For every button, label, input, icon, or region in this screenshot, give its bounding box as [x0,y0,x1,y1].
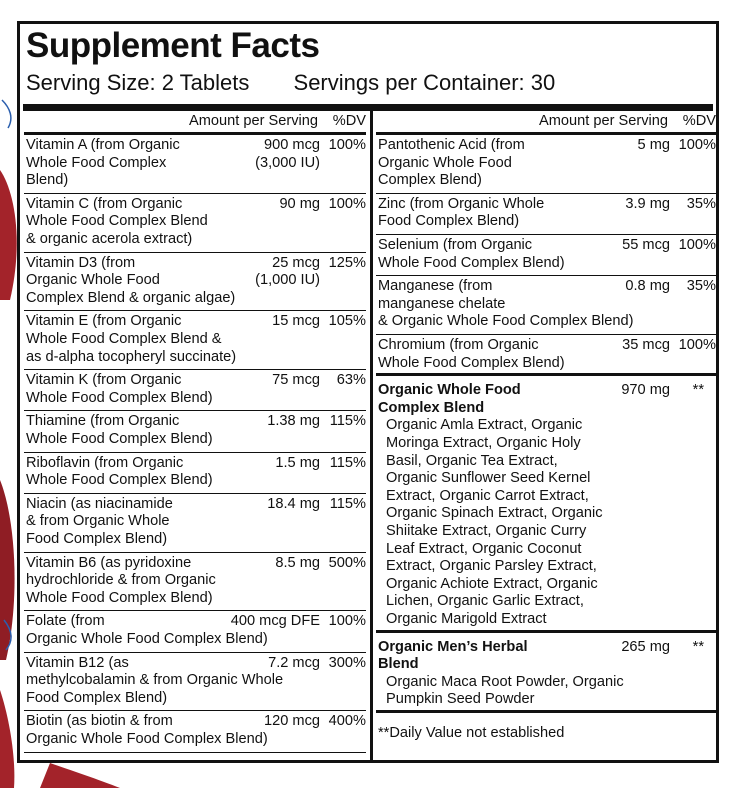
nutrient-amount-line: 400 mcg DFE [230,613,320,630]
nutrient-name-line: & Organic Whole Food Complex Blend) [378,313,634,330]
nutrient-amount [231,613,320,631]
nutrient-name-line: Whole Food Complex Blend & [26,330,222,347]
nutrient-row [24,311,366,370]
left-nutrient-list [24,135,366,753]
nutrient-amount [275,455,320,473]
nutrient-name [26,413,213,448]
nutrient-name-line: Organic Whole Food [26,272,160,289]
nutrient-name-line: Selenium (from Organic [378,236,533,253]
nutrient-amount-line: (1,000 IU) [255,272,320,289]
nutrient-name-line: Folate (from [26,613,105,630]
proprietary-blends [376,376,716,713]
blue-leaf-stroke [2,100,11,128]
nutrient-name-line: Vitamin B6 (as pyridoxine [26,554,192,571]
blend-name-line: Blend [378,656,419,673]
red-petal-shape [0,170,17,300]
nutrient-amount-line: 25 mcg [272,254,320,271]
nutrient-amount-line: 8.5 mg [275,554,320,571]
right-column-header [376,111,716,135]
nutrient-name [378,137,525,190]
nutrient-name-line: manganese chelate [378,295,506,312]
right-nutrient-list [376,135,716,376]
nutrient-name [26,655,283,708]
nutrient-name [26,372,213,407]
nutrient-name-line: Whole Food Complex Blend) [26,589,213,606]
serving-size: Serving Size: 2 Tablets [26,70,250,95]
nutrient-name-line: Vitamin E (from Organic [26,313,182,330]
nutrient-amount [625,196,670,214]
nutrient-amount-line: 3.9 mg [625,195,670,212]
nutrient-name [378,237,565,272]
red-petal-shape [40,763,120,788]
nutrient-name-line: Pantothenic Acid (from [378,137,525,153]
nutrient-name-line: Blend) [26,172,69,189]
nutrient-amount-line: 1.5 mg [275,454,320,471]
nutrient-amount-line: 120 mcg [264,713,320,730]
nutrient-name-line: methylcobalamin & from Organic Whole [26,672,284,689]
nutrient-name [26,496,173,549]
dv-header: %DV [682,112,716,129]
blend-ingredient-line: Basil, Organic Tea Extract, [386,452,558,469]
nutrient-dv: 35% [686,278,716,295]
nutrient-amount [255,137,320,172]
nutrient-name-line: Organic Whole Food [378,154,512,171]
nutrient-amount-line: 35 mcg [622,336,670,353]
nutrient-amount [272,372,320,390]
nutrient-dv: 100% [678,137,716,153]
right-column [376,111,716,753]
nutrient-name-line: Biotin (as biotin & from [26,713,173,730]
nutrient-amount-line: 7.2 mcg [268,654,320,671]
nutrient-name-line: Whole Food Complex Blend) [26,389,213,406]
nutrient-dv: 500% [328,554,366,571]
nutrient-amount [268,655,320,673]
nutrient-name-line: Organic Whole Food Complex Blend) [26,730,268,747]
blend-ingredient-line: Organic Maca Root Powder, Organic [386,673,624,690]
nutrient-dv: 105% [328,313,366,330]
amount-per-serving-header: Amount per Serving [539,112,668,129]
nutrient-name-line: Whole Food Complex Blend) [378,254,565,271]
nutrient-name [378,337,565,372]
nutrient-name-line: Whole Food Complex Blend) [26,472,213,489]
nutrient-amount [625,278,670,296]
nutrient-dv: 300% [328,654,366,671]
red-petal-shape [0,480,15,660]
nutrient-name [26,555,216,608]
nutrient-name [26,713,268,748]
nutrient-amount [264,713,320,731]
blend-ingredient-line: Shiitake Extract, Organic Curry [386,522,587,539]
nutrient-name-line: Organic Whole Food Complex Blend) [26,630,268,647]
nutrient-name-line: Whole Food Complex Blend) [378,354,565,371]
servings-per-container: Servings per Container: 30 [293,70,556,95]
nutrient-amount [267,413,320,431]
nutrient-dv: 115% [329,495,366,512]
supplement-facts-panel [17,21,719,763]
blend-ingredients [386,417,603,628]
blend-dv: ** [692,638,704,655]
nutrient-row [376,194,716,235]
nutrient-amount [622,337,670,355]
nutrient-dv: 125% [328,254,366,271]
left-column [24,111,366,753]
blend-ingredient-line: Organic Spinach Extract, Organic [386,505,603,522]
nutrient-name [26,137,180,190]
nutrient-name-line: hydrochloride & from Organic [26,572,216,589]
nutrient-amount [267,496,320,514]
blend-ingredient-line: Extract, Organic Carrot Extract, [386,487,589,504]
top-thick-rule [23,104,713,111]
nutrient-name [26,313,236,366]
nutrient-amount [272,313,320,331]
daily-value-footnote: **Daily Value not established [378,724,565,741]
blend-name [378,382,521,417]
nutrient-name-line: Food Complex Blend) [378,213,520,230]
nutrient-dv: 100% [678,236,716,253]
nutrient-row [24,253,366,312]
blend-ingredient-line: Lichen, Organic Garlic Extract, [386,593,584,610]
nutrient-row [24,453,366,494]
nutrient-name [26,455,213,490]
nutrient-amount [275,555,320,573]
nutrient-row [376,335,716,376]
nutrient-dv: 400% [328,713,366,730]
nutrient-dv: 35% [686,195,716,212]
amount-per-serving-header: Amount per Serving [189,112,318,129]
footnote-row [376,713,716,753]
nutrient-name-line: Vitamin D3 (from [26,254,136,271]
blend-ingredient-line: Organic Amla Extract, Organic [386,417,583,434]
blend-name-line: Complex Blend [378,399,485,416]
serving-info [26,70,555,96]
nutrient-dv: 100% [328,195,366,212]
nutrient-row [24,653,366,712]
nutrient-name-line: Food Complex Blend) [26,530,168,547]
blend-amount: 970 mg [621,382,670,399]
nutrient-name-line: Whole Food Complex [26,154,167,171]
nutrient-row [24,135,366,194]
nutrient-dv: 115% [329,454,366,471]
nutrient-amount-line: 55 mcg [622,236,670,253]
nutrient-dv: 63% [336,372,366,389]
nutrient-row [24,194,366,253]
nutrient-amount-line: 900 mcg [264,137,320,153]
nutrient-amount [622,237,670,255]
nutrient-name-line: Manganese (from [378,278,493,295]
nutrient-name-line: as d-alpha tocopheryl succinate) [26,348,237,365]
nutrient-name-line: Thiamine (from Organic [26,413,180,430]
nutrient-name-line: Whole Food Complex Blend) [26,430,213,447]
blend-amount: 265 mg [621,638,670,655]
nutrient-dv: 100% [678,336,716,353]
nutrient-name-line: Whole Food Complex Blend [26,213,208,230]
nutrient-name-line: Riboflavin (from Organic [26,454,184,471]
blend-row [376,633,716,713]
nutrient-amount [279,196,320,214]
nutrient-name [26,255,235,308]
nutrient-dv: 100% [328,613,366,630]
nutrient-amount-line: 0.8 mg [625,278,670,295]
nutrient-row [376,235,716,276]
blend-name-line: Organic Whole Food [378,382,521,399]
nutrient-name [378,196,544,231]
nutrient-row [376,135,716,194]
left-column-header [24,111,366,135]
column-divider [370,104,373,760]
dv-header: %DV [332,112,366,129]
nutrient-row [24,711,366,752]
nutrient-amount-line: 1.38 mg [267,413,320,430]
nutrient-row [24,411,366,452]
blend-row [376,376,716,632]
blend-ingredient-line: Leaf Extract, Organic Coconut [386,540,582,557]
nutrient-row [24,611,366,652]
nutrient-name [26,196,208,249]
nutrient-name-line: Zinc (from Organic Whole [378,195,545,212]
nutrient-name-line: Chromium (from Organic [378,336,539,353]
blend-ingredient-line: Organic Achiote Extract, Organic [386,575,598,592]
nutrient-name-line: Complex Blend & organic algae) [26,289,236,306]
nutrient-amount-line: 15 mcg [272,313,320,330]
red-petal-shape [0,690,14,788]
nutrient-name-line: Niacin (as niacinamide [26,495,173,512]
nutrient-name-line: Food Complex Blend) [26,689,168,706]
nutrient-name [378,278,634,331]
nutrient-dv: 115% [329,413,366,430]
nutrient-name-line: Vitamin A (from Organic [26,137,180,153]
nutrient-amount-line: 90 mg [279,195,320,212]
nutrient-dv: 100% [328,137,366,153]
nutrient-row [376,276,716,335]
panel-title: Supplement Facts [26,26,320,65]
blend-ingredient-line: Extract, Organic Parsley Extract, [386,558,597,575]
nutrient-name-line: & from Organic Whole [26,513,170,530]
nutrient-amount-line: 75 mcg [272,372,320,389]
nutrient-name-line: Vitamin K (from Organic [26,372,182,389]
nutrient-name-line: Vitamin B12 (as [26,654,129,671]
blend-ingredient-line: Moringa Extract, Organic Holy [386,434,581,451]
nutrient-amount [255,255,320,290]
nutrient-amount [638,137,670,155]
blend-ingredients [386,674,624,709]
nutrient-name-line: & organic acerola extract) [26,230,193,247]
blend-ingredient-line: Organic Sunflower Seed Kernel [386,470,591,487]
blend-ingredient-line: Organic Marigold Extract [386,610,547,627]
nutrient-amount-line: (3,000 IU) [255,154,320,171]
nutrient-row [24,370,366,411]
nutrient-name-line: Vitamin C (from Organic [26,195,183,212]
nutrient-row [24,553,366,612]
blend-name [378,639,528,674]
nutrient-row [24,494,366,553]
nutrient-name-line: Complex Blend) [378,172,482,189]
nutrient-amount-line: 5 mg [637,137,670,153]
blend-dv: ** [692,382,704,399]
blend-name-line: Organic Men’s Herbal [378,638,528,655]
blend-ingredient-line: Pumpkin Seed Powder [386,691,535,708]
nutrient-amount-line: 18.4 mg [267,495,320,512]
